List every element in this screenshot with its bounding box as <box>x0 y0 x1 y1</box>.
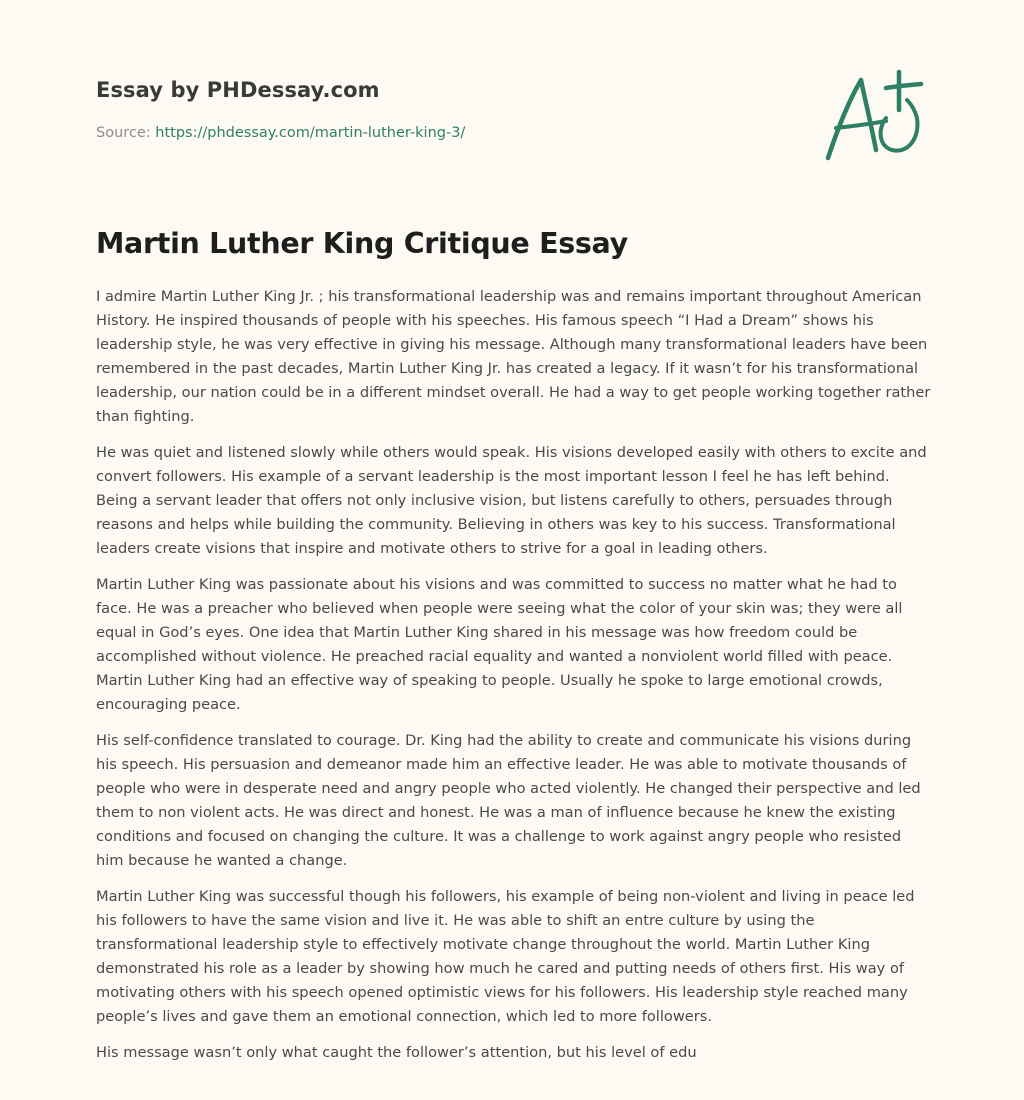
site-brand: Essay by PHDessay.com <box>96 78 380 102</box>
essay-paragraph: Martin Luther King was passionate about his visions and was committed to success no matter what he had to face. He was a preacher who believed when people were seeing what the color of your skin was; they were all equal in God’s eyes. One idea that Martin Luther King shared in his message was how freedom could be accomplished without violence. He preached racial equality and wanted a nonviolent world filled with peace. Martin Luther King had an effective way of speaking to people. Usually he spoke to large emotional crowds, encouraging peace. <box>96 576 903 713</box>
essay-body <box>96 285 931 1077</box>
a-plus-grade-icon <box>814 66 926 166</box>
essay-paragraph: He was quiet and listened slowly while others would speak. His visions developed easily with others to excite and convert followers. His example of a servant leadership is the most important lesson I feel he has left behind. Being a servant leader that offers not only inclusive vision, but listens carefully to others, persuades through reasons and helps while building the community. Believing in others was key to his success. Transformational leaders create visions that inspire and motivate others to strive for a goal in leading others. <box>96 444 927 557</box>
essay-paragraph: I admire Martin Luther King Jr. ; his transformational leadership was and remains important throughout American History. He inspired thousands of people with his speeches. His famous speech “I Had a Dream” shows his leadership style, he was very effective in giving his message. Although many transformational leaders have been remembered in the past decades, Martin Luther King Jr. has created a legacy. If it wasn’t for his transformational leadership, our nation could be in a different mindset overall. He had a way to get people working together rather than fighting. <box>96 288 931 425</box>
source-line <box>96 124 465 142</box>
essay-paragraph: His self-confidence translated to courage. Dr. King had the ability to create and communicate his visions during his speech. His persuasion and demeanor made him an effective leader. He was able to motivate thousands of people who were in desperate need and angry people who acted violently. He changed their perspective and led them to non violent acts. He was direct and honest. He was a man of influence because he knew the existing conditions and focused on changing the culture. It was a challenge to work against angry people who resisted him because he wanted a change. <box>96 732 921 869</box>
source-link[interactable]: https://phdessay.com/martin-luther-king-3/ <box>155 125 466 141</box>
essay-paragraph: Martin Luther King was successful though his followers, his example of being non-violent and living in peace led his followers to have the same vision and live it. He was able to shift an entre culture by using the transformational leadership style to effectively motivate change throughout the world. Martin Luther King demonstrated his role as a leader by showing how much he cared and putting needs of others first. His way of motivating others with his speech opened optimistic views for his followers. His leadership style reached many people’s lives and gave them an emotional connection, which led to more followers. <box>96 888 915 1025</box>
essay-paragraph: His message wasn’t only what caught the follower’s attention, but his level of edu <box>96 1044 697 1061</box>
source-label: Source: <box>96 125 156 141</box>
essay-title: Martin Luther King Critique Essay <box>96 227 628 260</box>
